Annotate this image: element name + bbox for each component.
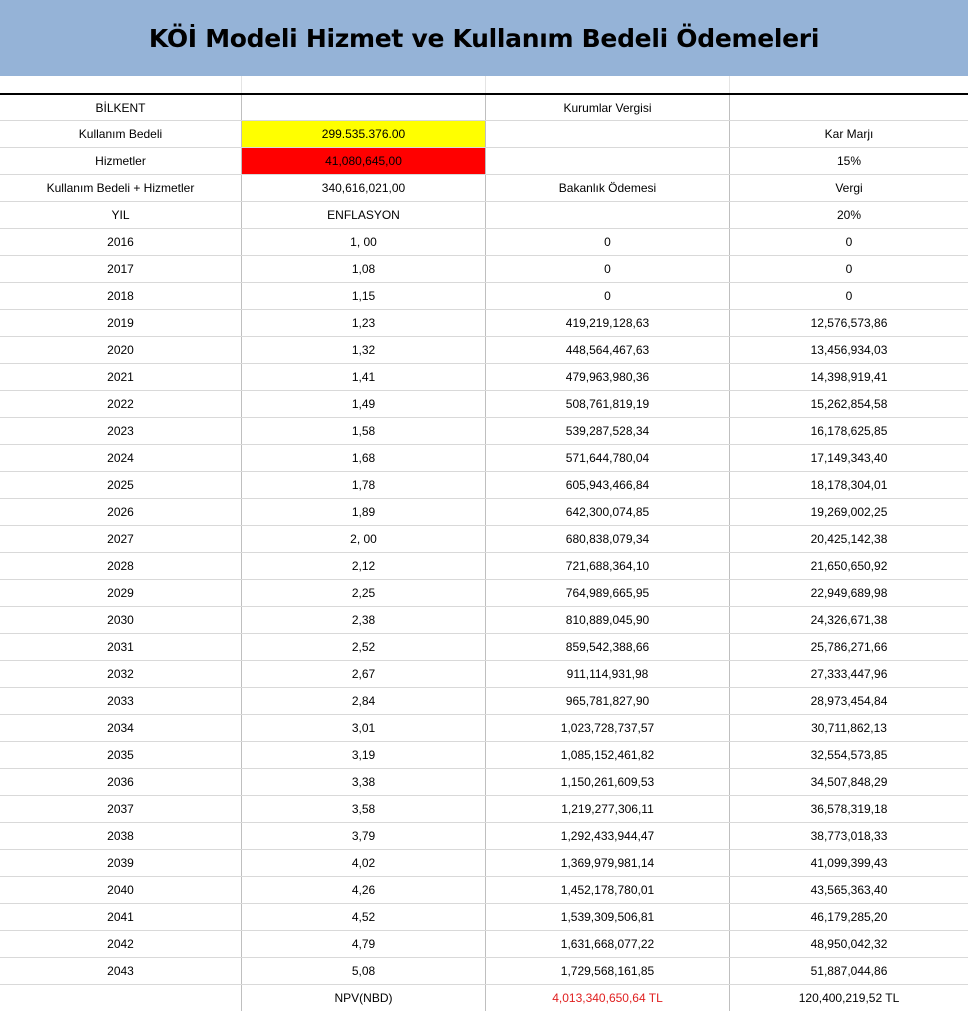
table-row (0, 471, 968, 498)
table-cell[interactable]: 19,269,002,25 (810, 505, 888, 519)
table-cell[interactable]: 24,326,671,38 (810, 613, 888, 627)
table-cell[interactable]: 2039 (0, 850, 242, 876)
title-banner (0, 0, 968, 76)
table-row (0, 795, 968, 822)
table-cell[interactable]: Kurumlar Vergisi (486, 95, 730, 120)
table-cell[interactable]: 721,688,364,10 (486, 553, 730, 579)
table-cell[interactable]: 30,711,862,13 (811, 721, 887, 735)
table-row (0, 714, 968, 741)
table-cell[interactable]: 1,539,309,506,81 (486, 904, 730, 930)
table-cell[interactable]: 508,761,819,19 (486, 391, 730, 417)
table-row (0, 687, 968, 714)
table-cell[interactable]: 1,08 (242, 256, 486, 282)
table-cell[interactable]: 479,963,980,36 (486, 364, 730, 390)
table-cell[interactable]: YIL (0, 202, 242, 228)
table-cell[interactable]: 911,114,931,98 (486, 661, 730, 687)
table-cell[interactable]: 120,400,219,52 TL (798, 991, 900, 1005)
table-row (0, 552, 968, 579)
table-cell[interactable]: Kullanım Bedeli + Hizmetler (0, 175, 242, 201)
table-cell[interactable]: 1,085,152,461,82 (486, 742, 730, 768)
table-cell[interactable]: 38,773,018,33 (810, 829, 888, 843)
table-row (0, 876, 968, 903)
table-cell[interactable]: 810,889,045,90 (486, 607, 730, 633)
table-cell[interactable]: 2031 (0, 634, 242, 660)
table-cell[interactable]: 2017 (0, 256, 242, 282)
table-row (0, 390, 968, 417)
table-cell[interactable]: 22,949,689,98 (810, 586, 888, 600)
table-cell[interactable]: 2036 (0, 769, 242, 795)
table-row (0, 444, 968, 471)
table-cell[interactable]: 41,080,645,00 (242, 148, 486, 174)
table-cell[interactable]: 4,26 (242, 877, 486, 903)
table-cell[interactable] (242, 95, 486, 120)
table-row (0, 309, 968, 336)
table-row (0, 579, 968, 606)
table-cell[interactable]: 2027 (0, 526, 242, 552)
table-cell[interactable]: 18,178,304,01 (810, 478, 888, 492)
table-cell[interactable]: 2024 (0, 445, 242, 471)
table-cell[interactable]: 2022 (0, 391, 242, 417)
header-row (0, 93, 968, 120)
table-cell[interactable]: Kullanım Bedeli (0, 121, 242, 147)
table-row (0, 228, 968, 255)
table-cell[interactable]: 2043 (0, 958, 242, 984)
table-row (0, 903, 968, 930)
table-row (0, 606, 968, 633)
table-cell[interactable]: 1, 00 (242, 229, 486, 255)
table-cell[interactable]: 2026 (0, 499, 242, 525)
table-cell[interactable]: 0 (486, 256, 730, 282)
table-cell[interactable]: 1,78 (242, 472, 486, 498)
table-cell[interactable]: Bakanlık Ödemesi (486, 175, 730, 201)
table-cell[interactable]: 1,15 (242, 283, 486, 309)
table-cell[interactable]: 1,631,668,077,22 (486, 931, 730, 957)
table-cell[interactable]: 2037 (0, 796, 242, 822)
table-cell[interactable]: 419,219,128,63 (486, 310, 730, 336)
table-cell[interactable]: 2020 (0, 337, 242, 363)
table-cell[interactable]: 299.535.376.00 (242, 121, 486, 147)
table-cell[interactable]: 2033 (0, 688, 242, 714)
table-cell[interactable]: 28,973,454,84 (810, 694, 888, 708)
table-row (0, 363, 968, 390)
table-cell[interactable]: 340,616,021,00 (242, 175, 486, 201)
table-cell[interactable]: 2021 (0, 364, 242, 390)
table-cell[interactable]: 1,369,979,981,14 (486, 850, 730, 876)
table-cell[interactable]: 539,287,528,34 (486, 418, 730, 444)
table-cell[interactable]: 859,542,388,66 (486, 634, 730, 660)
table-cell[interactable]: 17,149,343,40 (810, 451, 888, 465)
table-cell[interactable]: 2034 (0, 715, 242, 741)
table-cell[interactable]: 2,52 (242, 634, 486, 660)
table-cell[interactable]: 2035 (0, 742, 242, 768)
table-cell[interactable]: 15,262,854,58 (810, 397, 888, 411)
table-row (0, 741, 968, 768)
table-cell[interactable]: 2030 (0, 607, 242, 633)
table-cell[interactable]: 1,219,277,306,11 (486, 796, 730, 822)
table-cell[interactable]: 4,79 (242, 931, 486, 957)
table-cell[interactable]: 3,58 (242, 796, 486, 822)
table-cell[interactable]: 14,398,919,41 (810, 370, 888, 384)
table-cell[interactable]: 32,554,573,85 (810, 748, 888, 762)
header-row (0, 201, 968, 228)
table-cell[interactable]: 3,19 (242, 742, 486, 768)
table-cell[interactable]: 36,578,319,18 (810, 802, 888, 816)
table-row (0, 633, 968, 660)
table-cell[interactable]: 20% (836, 208, 862, 222)
table-cell[interactable]: 965,781,827,90 (486, 688, 730, 714)
table-cell[interactable]: 15% (836, 154, 862, 168)
table-cell[interactable]: 448,564,467,63 (486, 337, 730, 363)
payments-table (0, 93, 968, 1011)
table-cell[interactable]: 2040 (0, 877, 242, 903)
table-cell[interactable]: 680,838,079,34 (486, 526, 730, 552)
page-title: KÖİ Modeli Hizmet ve Kullanım Bedeli Ödemeleri (148, 23, 820, 53)
table-row (0, 957, 968, 984)
table-cell[interactable]: 1,32 (242, 337, 486, 363)
table-cell[interactable]: 46,179,285,20 (810, 910, 888, 924)
table-cell[interactable]: 3,01 (242, 715, 486, 741)
table-cell[interactable]: 2, 00 (242, 526, 486, 552)
table-cell[interactable]: 1,68 (242, 445, 486, 471)
table-cell[interactable]: 0 (845, 235, 853, 249)
table-cell[interactable]: 4,013,340,650,64 TL (486, 985, 730, 1011)
spacer-row (0, 76, 968, 93)
table-cell[interactable]: 1,150,261,609,53 (486, 769, 730, 795)
table-cell[interactable]: 2,12 (242, 553, 486, 579)
table-cell[interactable] (0, 985, 242, 1011)
table-cell[interactable]: Vergi (835, 181, 863, 195)
table-cell[interactable]: 764,989,665,95 (486, 580, 730, 606)
table-row (0, 336, 968, 363)
table-cell[interactable]: 1,023,728,737,57 (486, 715, 730, 741)
table-cell[interactable]: 13,456,934,03 (810, 343, 888, 357)
table-cell[interactable]: 1,49 (242, 391, 486, 417)
table-row (0, 498, 968, 525)
table-cell[interactable]: 2,38 (242, 607, 486, 633)
table-row (0, 822, 968, 849)
npv-total-row (0, 984, 968, 1011)
table-cell[interactable]: ENFLASYON (242, 202, 486, 228)
table-cell[interactable]: 0 (486, 283, 730, 309)
header-row (0, 147, 968, 174)
table-cell[interactable]: 2025 (0, 472, 242, 498)
table-cell[interactable]: 1,292,433,944,47 (486, 823, 730, 849)
table-row (0, 660, 968, 687)
table-cell[interactable]: BİLKENT (0, 95, 242, 120)
table-cell[interactable]: 1,729,568,161,85 (486, 958, 730, 984)
table-cell[interactable]: 21,650,650,92 (810, 559, 888, 573)
table-cell[interactable]: 2016 (0, 229, 242, 255)
table-cell[interactable]: 2,84 (242, 688, 486, 714)
table-cell[interactable]: 1,23 (242, 310, 486, 336)
header-row (0, 174, 968, 201)
table-cell[interactable]: 2032 (0, 661, 242, 687)
table-cell[interactable]: 4,52 (242, 904, 486, 930)
table-cell[interactable]: 2042 (0, 931, 242, 957)
table-cell[interactable]: 2038 (0, 823, 242, 849)
table-cell[interactable]: 27,333,447,96 (810, 667, 888, 681)
table-cell[interactable]: 16,178,625,85 (810, 424, 888, 438)
table-cell[interactable]: 2023 (0, 418, 242, 444)
table-row (0, 255, 968, 282)
table-row (0, 849, 968, 876)
table-cell[interactable]: Kar Marjı (824, 127, 874, 141)
table-cell[interactable]: Hizmetler (0, 148, 242, 174)
table-cell[interactable]: 605,943,466,84 (486, 472, 730, 498)
table-cell[interactable]: 41,099,399,43 (810, 856, 888, 870)
table-cell[interactable]: 1,58 (242, 418, 486, 444)
table-cell[interactable] (486, 121, 730, 147)
table-cell[interactable]: 4,02 (242, 850, 486, 876)
table-cell[interactable]: 34,507,848,29 (810, 775, 888, 789)
table-row (0, 282, 968, 309)
table-cell[interactable]: 1,41 (242, 364, 486, 390)
table-cell[interactable]: 571,644,780,04 (486, 445, 730, 471)
table-cell[interactable]: 48,950,042,32 (810, 937, 888, 951)
table-cell[interactable]: 0 (845, 262, 853, 276)
table-cell[interactable]: 2041 (0, 904, 242, 930)
table-cell[interactable]: 2029 (0, 580, 242, 606)
table-cell[interactable]: NPV(NBD) (242, 985, 486, 1011)
header-row (0, 120, 968, 147)
table-cell[interactable]: 5,08 (242, 958, 486, 984)
table-cell[interactable]: 642,300,074,85 (486, 499, 730, 525)
table-cell[interactable]: 2,67 (242, 661, 486, 687)
table-cell[interactable]: 3,79 (242, 823, 486, 849)
table-cell[interactable]: 1,452,178,780,01 (486, 877, 730, 903)
table-row (0, 930, 968, 957)
table-cell[interactable]: 2018 (0, 283, 242, 309)
table-cell[interactable]: 20,425,142,38 (810, 532, 888, 546)
table-cell[interactable] (730, 95, 968, 120)
table-row (0, 525, 968, 552)
table-cell[interactable]: 2028 (0, 553, 242, 579)
table-cell[interactable]: 1,89 (242, 499, 486, 525)
table-cell[interactable] (486, 148, 730, 174)
table-cell[interactable]: 3,38 (242, 769, 486, 795)
table-cell[interactable] (486, 202, 730, 228)
table-cell[interactable]: 43,565,363,40 (810, 883, 888, 897)
table-cell[interactable]: 0 (486, 229, 730, 255)
table-cell[interactable]: 0 (845, 289, 853, 303)
table-cell[interactable]: 51,887,044,86 (810, 964, 888, 978)
table-cell[interactable]: 12,576,573,86 (810, 316, 888, 330)
table-cell[interactable]: 2019 (0, 310, 242, 336)
table-row (0, 417, 968, 444)
table-row (0, 768, 968, 795)
table-cell[interactable]: 2,25 (242, 580, 486, 606)
table-cell[interactable]: 25,786,271,66 (810, 640, 888, 654)
